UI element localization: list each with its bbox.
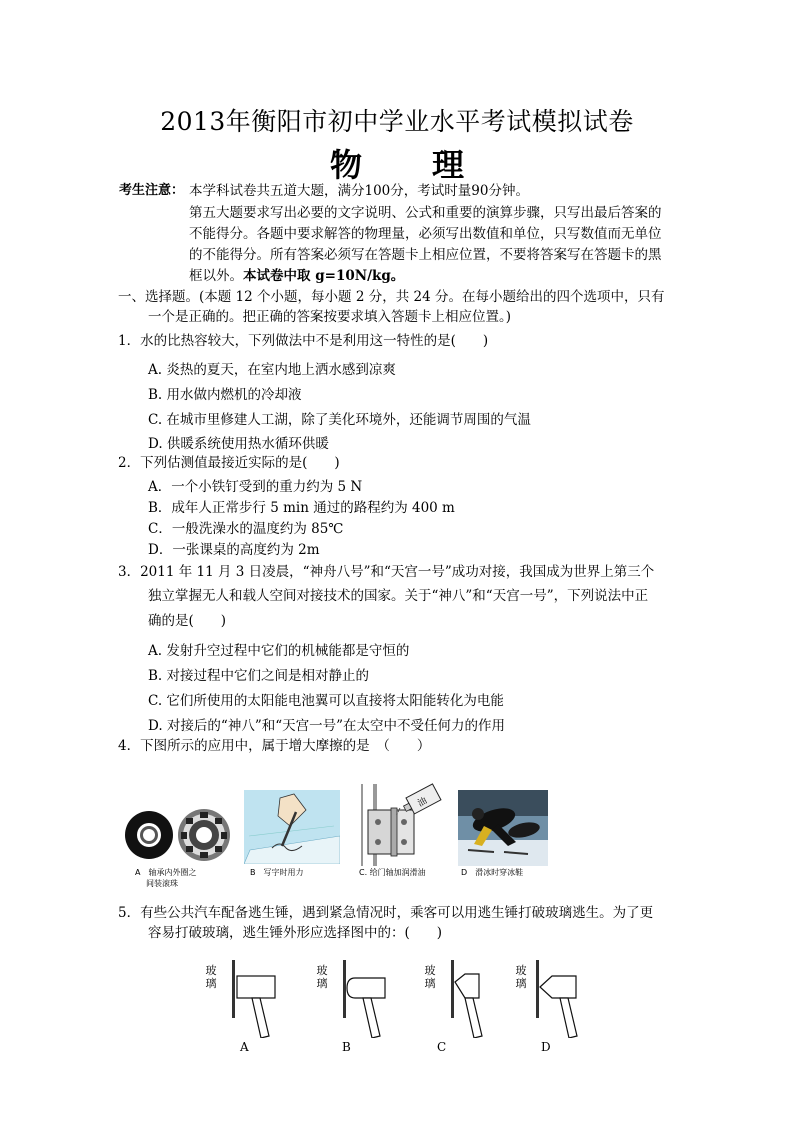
q2-option-c: C．一般洗澡水的温度约为 85℃ xyxy=(148,521,344,537)
q3-option-b: B. 对接过程中它们之间是相对静止的 xyxy=(148,668,370,684)
oil-bottle-label: 油 xyxy=(416,796,430,810)
q2-option-b: B．成年人正常步行 5 min 通过的路程约为 400 m xyxy=(148,500,455,516)
glass-label-c xyxy=(424,964,436,990)
exam-title: 2013年衡阳市初中学业水平考试模拟试卷 xyxy=(160,107,634,136)
notice-line-1: 本学科试卷共五道大题，满分100分，考试时量90分钟。 xyxy=(189,183,529,199)
glass-label-d-1: 玻 xyxy=(515,964,527,977)
hammer-label-a: A xyxy=(240,1040,249,1054)
notice-label: 考生注意： xyxy=(119,183,185,198)
notice-line-4: 的不能得分。所有答案必须写在答题卡上相应位置，不要将答案写在答题卡的黑 xyxy=(189,247,662,263)
glass-label-b xyxy=(316,964,328,990)
q5-stem-2: 容易打破玻璃，逃生锤外形应选择图中的：( ) xyxy=(148,925,443,941)
glass-label-a-1: 玻 xyxy=(205,964,217,977)
hammer-c-figure xyxy=(441,960,501,1038)
section-1-line-2: 一个是正确的。把正确的答案按要求填入答题卡上相应位置。) xyxy=(148,309,512,325)
q1-option-a: A. 炎热的夏天，在室内地上洒水感到凉爽 xyxy=(148,362,396,378)
q3-option-c: C. 它们所使用的太阳能电池翼可以直接将太阳能转化为电能 xyxy=(148,693,504,709)
q4-caption-a-1: A 轴承内外圈之 xyxy=(135,868,197,877)
q2-stem: 2．下列估测值最接近实际的是( ) xyxy=(118,455,340,471)
glass-label-d-2: 璃 xyxy=(515,977,527,990)
notice-line-3: 不能得分。各题中要求解答的物理量，必须写出数值和单位，只写数值而无单位 xyxy=(189,226,662,242)
door-hinge-figure xyxy=(354,782,448,866)
q3-stem-2: 独立掌握无人和载人空间对接技术的国家。关于“神八”和“天宫一号”，下列说法中正 xyxy=(148,588,649,604)
glass-label-b-2: 璃 xyxy=(316,977,328,990)
q1-option-b: B. 用水做内燃机的冷却液 xyxy=(148,387,302,403)
q4-stem: 4．下图所示的应用中，属于增大摩擦的是 （ ） xyxy=(118,738,431,754)
q4-caption-c: C. 给门轴加润滑油 xyxy=(359,868,426,877)
q4-caption-a-2: 间装滚珠 xyxy=(146,879,178,888)
section-1-line-1: 一、选择题。(本题 12 个小题，每小题 2 分，共 24 分。在每小题给出的四个选项中，只有 xyxy=(118,289,665,305)
hammer-label-d: D xyxy=(541,1040,551,1054)
q3-stem-1: 3．2011 年 11 月 3 日凌晨，“神舟八号”和“天宫一号”成功对接，我国成为世界上第三个 xyxy=(118,564,655,580)
q1-option-c: C. 在城市里修建人工湖，除了美化环境外，还能调节周围的气温 xyxy=(148,412,531,428)
glass-label-c-1: 玻 xyxy=(424,964,436,977)
subject-title xyxy=(0,140,794,186)
glass-label-c-2: 璃 xyxy=(424,977,436,990)
q5-stem-1: 5．有些公共汽车配备逃生锤，遇到紧急情况时，乘客可以用逃生锤打破玻璃逃生。为了更 xyxy=(118,905,654,921)
notice-line-5-a: 框以外。 xyxy=(189,268,243,284)
glass-label-b-1: 玻 xyxy=(316,964,328,977)
q1-option-d: D. 供暖系统使用热水循环供暖 xyxy=(148,436,329,452)
q3-option-d: D. 对接后的“神八”和“天宫一号”在太空中不受任何力的作用 xyxy=(148,718,506,734)
hammer-d-figure xyxy=(532,960,592,1038)
writing-figure xyxy=(244,790,340,864)
glass-label-d xyxy=(515,964,527,990)
hammer-label-c: C xyxy=(437,1040,447,1054)
q4-caption-b: B 写字时用力 xyxy=(250,868,304,877)
q4-caption-d: D 滑冰时穿冰鞋 xyxy=(461,868,524,877)
q3-stem-3: 确的是( ) xyxy=(148,613,227,629)
subject-char-2: 理 xyxy=(432,146,465,184)
hammer-label-b: B xyxy=(342,1040,351,1054)
q3-option-a: A. 发射升空过程中它们的机械能都是守恒的 xyxy=(148,643,410,659)
bearing-figure xyxy=(124,805,239,865)
glass-label-a-2: 璃 xyxy=(205,977,217,990)
notice-line-2: 第五大题要求写出必要的文字说明、公式和重要的演算步骤，只写出最后答案的 xyxy=(189,205,662,221)
q2-option-a: A．一个小铁钉受到的重力约为 5 N xyxy=(148,479,363,495)
glass-label-a xyxy=(205,964,217,990)
q1-stem: 1．水的比热容较大，下列做法中不是利用这一特性的是( ) xyxy=(118,333,489,349)
ice-skating-figure xyxy=(458,790,548,866)
notice-line-5 xyxy=(189,266,404,286)
hammer-b-figure xyxy=(333,960,393,1038)
hammer-a-figure xyxy=(222,960,282,1038)
q2-option-d: D．一张课桌的高度约为 2m xyxy=(148,542,320,558)
subject-char-1: 物 xyxy=(329,146,362,184)
notice-gravity-note: 本试卷中取 g=10N/kg。 xyxy=(243,268,405,284)
